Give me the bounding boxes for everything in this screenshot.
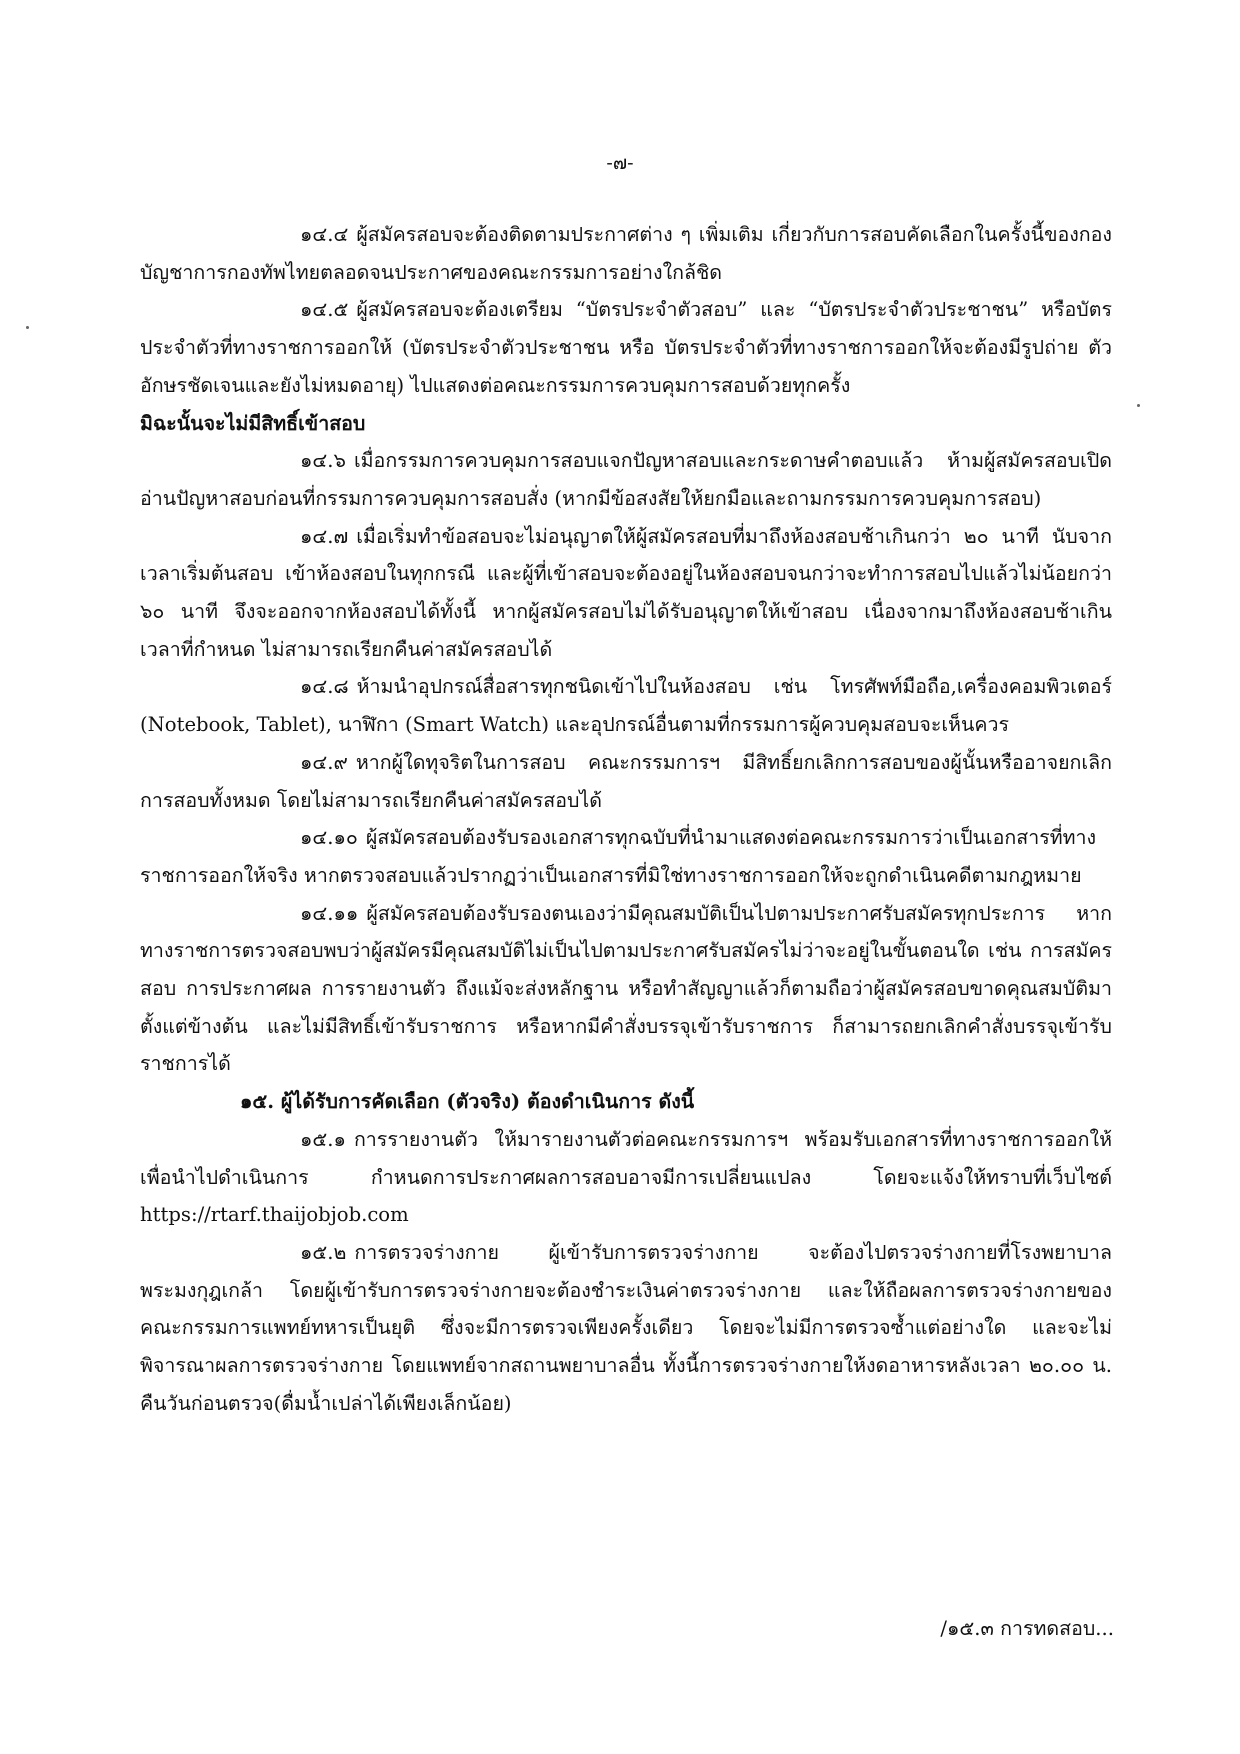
section-14-4	[140, 216, 1112, 291]
scan-speck	[26, 326, 29, 329]
section-number: ๑๔.๕	[300, 298, 349, 322]
section-number: ๑๔.๑๑	[300, 901, 359, 925]
section-15-1	[140, 1121, 1112, 1234]
document-body	[140, 216, 1112, 1423]
heading-number: ๑๕.	[240, 1090, 275, 1114]
section-text: ผู้สมัครสอบต้องรับรองตนเองว่ามีคุณสมบัติเป็นไปตามประกาศรับสมัครทุกประการ หากทางราชการตรวจสอบพบว่าผู้สมัครมีคุณสมบัติไม่เป็นไปตามประกาศรับสมัครไม่ว่าจะอยู่ในขั้นตอนใด เช่น การสมัครสอบ การประกาศผล การรายงานตัว ถึงแม้จะส่งหลักฐาน หรือทำสัญญาแล้วก็ตามถือว่าผู้สมัครสอบขาดคุณสมบัติมาตั้งแต่ข้างต้น และไม่มีสิทธิ์เข้ารับราชการ หรือหากมีคำสั่งบรรจุเข้ารับราชการ ก็สามารถยกเลิกคำสั่งบรรจุเข้ารับราชการได้	[140, 901, 1112, 1076]
section-text: ผู้สมัครสอบจะต้องเตรียม “บัตรประจำตัวสอบ” และ “บัตรประจำตัวประชาชน” หรือบัตรประจำตัวที่ทางราชการออกให้ (บัตรประจำตัวประชาชน หรือ บัตรประจำตัวที่ทางราชการออกให้จะต้องมีรูปถ่าย ตัวอักษรชัดเจนและยังไม่หมดอายุ) ไปแสดงต่อคณะกรรมการควบคุมการสอบด้วยทุกครั้ง	[140, 298, 1112, 397]
section-14-11	[140, 895, 1112, 1084]
section-number: ๑๔.๙	[300, 750, 348, 774]
section-number: ๑๔.๖	[300, 449, 346, 473]
continuation-reference: /๑๕.๓ การทดสอบ...	[940, 1617, 1114, 1640]
section-14-10	[140, 819, 1112, 894]
section-15-heading	[140, 1083, 1112, 1121]
section-14-8	[140, 668, 1112, 743]
section-number: ๑๔.๔	[300, 223, 349, 246]
section-number: ๑๔.๗	[300, 524, 349, 548]
scan-speck	[1137, 404, 1140, 407]
section-text: ห้ามนำอุปกรณ์สื่อสารทุกชนิดเข้าไปในห้องสอบ เช่น โทรศัพท์มือถือ,เครื่องคอมพิวเตอร์ (Notebook, Tablet), นาฬิกา (Smart Watch) และอุปกรณ์อื่นตามที่กรรมการผู้ควบคุมสอบจะเห็นควร	[140, 675, 1112, 737]
section-text: เมื่อเริ่มทำข้อสอบจะไม่อนุญาตให้ผู้สมัครสอบที่มาถึงห้องสอบช้าเกินกว่า ๒๐ นาที นับจากเวลาเริ่มต้นสอบ เข้าห้องสอบในทุกกรณี และผู้ที่เข้าสอบจะต้องอยู่ในห้องสอบจนกว่าจะทำการสอบไปแล้วไม่น้อยกว่า ๖๐ นาที จึงจะออกจากห้องสอบได้ทั้งนี้ หากผู้สมัครสอบไม่ได้รับอนุญาตให้เข้าสอบ เนื่องจากมาถึงห้องสอบช้าเกินเวลาที่กำหนด ไม่สามารถเรียกคืนค่าสมัครสอบได้	[140, 524, 1112, 661]
section-text: การรายงานตัว ให้มารายงานตัวต่อคณะกรรมการฯ พร้อมรับเอกสารที่ทางราชการออกให้เพื่อนำไปดำเนินการ กำหนดการประกาศผลการสอบอาจมีการเปลี่ยนแปลง โดยจะแจ้งให้ทราบที่เว็บไซต์ https://rtarf.thaijobjob.com	[140, 1127, 1112, 1227]
section-14-7	[140, 518, 1112, 669]
section-text: ผู้สมัครสอบต้องรับรองเอกสารทุกฉบับที่นำมาแสดงต่อคณะกรรมการว่าเป็นเอกสารที่ทางราชการออกให้จริง หากตรวจสอบแล้วปรากฏว่าเป็นเอกสารที่มิใช่ทางราชการออกให้จะถูกดำเนินคดีตามกฎหมาย	[140, 826, 1097, 887]
section-text: ผู้สมัครสอบจะต้องติดตามประกาศต่าง ๆ เพิ่มเติม เกี่ยวกับการสอบคัดเลือกในครั้งนี้ของกองบัญชาการกองทัพไทยตลอดจนประกาศของคณะกรรมการอย่างใกล้ชิด	[140, 223, 1112, 284]
section-number: ๑๕.๑	[300, 1127, 346, 1151]
section-text: การตรวจร่างกาย ผู้เข้ารับการตรวจร่างกาย จะต้องไปตรวจร่างกายที่โรงพยาบาลพระมงกุฎเกล้า โดยผู้เข้ารับการตรวจร่างกายจะต้องชำระเงินค่าตรวจร่างกาย และให้ถือผลการตรวจร่างกายของคณะกรรมการแพทย์ทหารเป็นยุติ ซึ่งจะมีการตรวจเพียงครั้งเดียว โดยจะไม่มีการตรวจซ้ำแต่อย่างใด และจะไม่พิจารณาผลการตรวจร่างกาย โดยแพทย์จากสถานพยาบาลอื่น ทั้งนี้การตรวจร่างกายให้งดอาหารหลังเวลา ๒๐.๐๐ น. คืนวันก่อนตรวจ(ดื่มน้ำเปล่าได้เพียงเล็กน้อย)	[140, 1240, 1112, 1415]
heading-text: ผู้ได้รับการคัดเลือก (ตัวจริง) ต้องดำเนินการ ดังนี้	[280, 1090, 695, 1114]
section-14-5-bold-warning: มิฉะนั้นจะไม่มีสิทธิ์เข้าสอบ	[140, 411, 366, 435]
section-14-9	[140, 744, 1112, 819]
section-15-2	[140, 1234, 1112, 1423]
section-text: หากผู้ใดทุจริตในการสอบ คณะกรรมการฯ มีสิทธิ์ยกเลิกการสอบของผู้นั้นหรืออาจยกเลิกการสอบทั้งหมด โดยไม่สามารถเรียกคืนค่าสมัครสอบได้	[140, 750, 1112, 812]
section-number: ๑๕.๒	[300, 1240, 347, 1264]
section-number: ๑๔.๘	[300, 675, 349, 699]
section-number: ๑๔.๑๐	[300, 826, 358, 850]
section-14-5	[140, 291, 1112, 404]
section-text: เมื่อกรรมการควบคุมการสอบแจกปัญหาสอบและกระดาษคำตอบแล้ว ห้ามผู้สมัครสอบเปิดอ่านปัญหาสอบก่อนที่กรรมการควบคุมการสอบสั่ง (หากมีข้อสงสัยให้ยกมือและถามกรรมการควบคุมการสอบ)	[140, 449, 1112, 510]
page-number: -๗-	[606, 152, 634, 174]
section-14-6	[140, 442, 1112, 517]
